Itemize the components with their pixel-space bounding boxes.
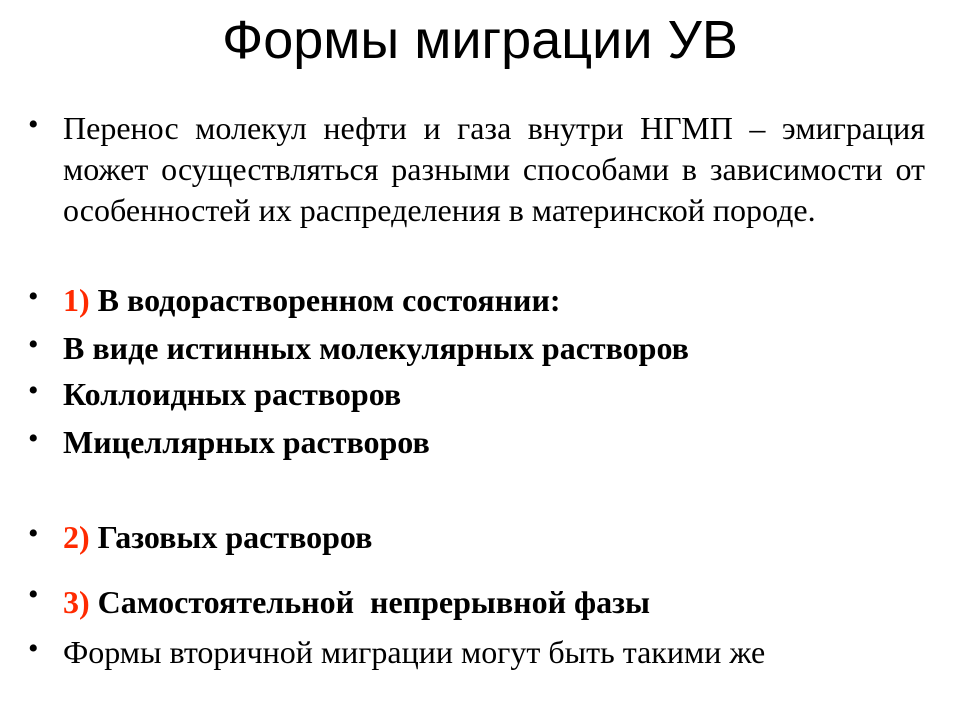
bullet-number: 3) <box>63 584 90 620</box>
bullet-dot-icon: • <box>28 578 39 611</box>
bullet-text: Газовых растворов <box>89 519 373 555</box>
bullet-number: 1) <box>63 282 90 318</box>
bullet-dot-icon: • <box>28 280 39 313</box>
bullet-text: Самостоятельной непрерывной фазы <box>89 584 651 620</box>
bullet-text: В водорастворенном состоянии: <box>89 282 561 318</box>
bullet-number: 2) <box>63 519 90 555</box>
bullet-dot-icon: • <box>28 422 39 455</box>
bullet-item <box>63 280 561 321</box>
bullet-item: Формы вторичной миграции могут быть такими же <box>63 634 766 670</box>
slide-title: Формы миграции УВ <box>222 10 738 70</box>
bullet-dot-icon: • <box>28 374 39 407</box>
bullet-dot-icon: • <box>28 328 39 361</box>
bullet-dot-icon: • <box>28 632 39 665</box>
bullet-item <box>63 517 372 558</box>
bullet-paragraph: Перенос молекул нефти и газа внутри НГМП – эмиграция может осуществляться разными способами в зависимости от особенностей их распределения в материнской породе. <box>63 110 925 228</box>
bullet-dot-icon: • <box>28 108 39 141</box>
bullet-item: В виде истинных молекулярных растворов <box>63 330 689 366</box>
bullet-item <box>63 582 650 623</box>
bullet-dot-icon: • <box>28 517 39 550</box>
bullet-item: Мицеллярных растворов <box>63 424 430 460</box>
bullet-item: Коллоидных растворов <box>63 376 402 412</box>
